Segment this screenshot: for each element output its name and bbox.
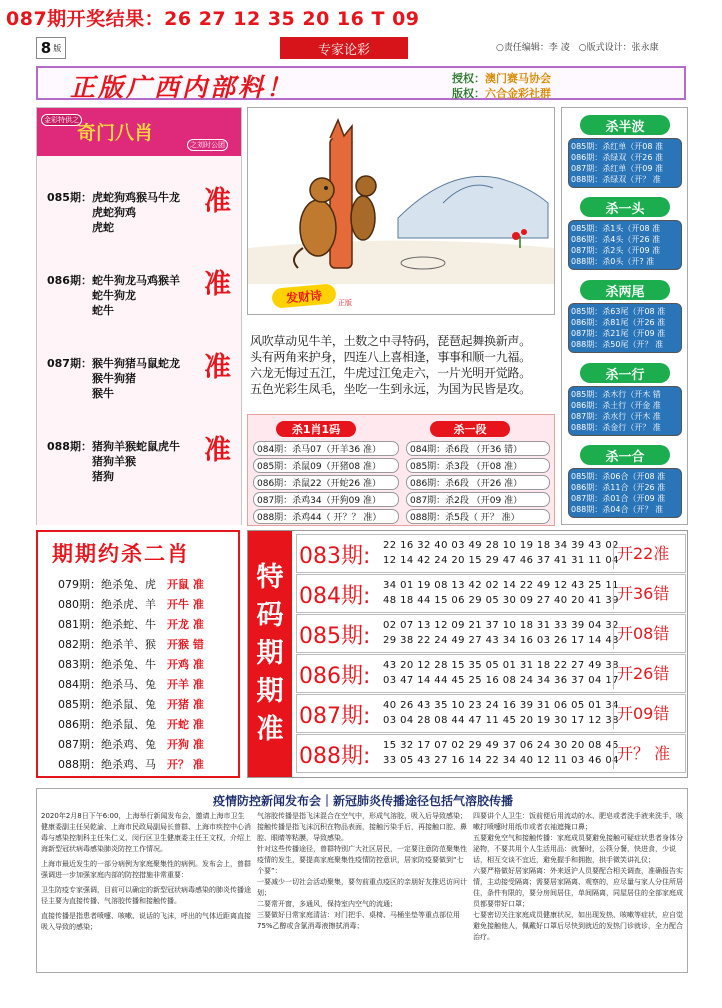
vertical-char: 期 [256,638,284,669]
special-code-row [296,614,686,653]
poem-line: 六龙无悔过五江，牛虎过江兔走六，一片光明开觉路。 [250,366,531,380]
yiduan-row: 085期：杀3段 （开08 准） [406,458,550,473]
poem-line: 五色光彩生凤毛，坐吃一生到永远，为国为民皆是攻。 [250,382,531,396]
qimen-item [47,186,237,235]
row-result: 开猴 错 [167,638,204,651]
row-result: 开羊 准 [167,678,204,691]
yihang-header: 杀一行 [580,363,670,383]
row-result: 开？ 准 [167,758,204,771]
row-result: 开08错 [613,621,669,649]
editor-credits: ○责任编辑：李 凌 ○版式设计：张永康 [496,43,659,53]
qimen-zodiacs: 猴牛狗猪马鼠蛇龙 [91,357,180,370]
qimen-zodiacs: 蛇牛狗龙马鸡猴羊 [91,274,180,287]
poem-line: 风吹草动见牛羊，土数之中寻特码，琵琶起舞换新声。 [250,334,531,348]
vertical-char: 特 [256,562,284,593]
news-paragraph: 一要减少一切社会活动聚集，要勿前重点疫区的亲朋好友推迟访问计划； [257,878,467,897]
qimen-mark: 准 [204,435,231,466]
row-kill: 080期：绝杀虎、羊 [58,598,156,611]
yitou-row: 085期：杀1头（开08 准 [571,224,661,233]
numbers-line: 15 32 17 07 02 29 49 37 06 24 30 20 08 45 [383,740,619,751]
row-result: 开牛 准 [167,598,204,611]
numbers-line: 40 26 43 35 10 23 24 16 39 31 06 05 01 34 [383,700,619,711]
liangwei-row: 087期：杀21尾（开09 准 [571,329,666,338]
special-code-row [296,654,686,693]
two-zodiac-row [58,656,204,672]
row-numbers [383,738,619,768]
yihang-row: 086期：杀土行（开金 准 [571,401,661,410]
yihang-block [568,386,682,436]
row-result: 开鸡 准 [167,658,204,671]
vertical-char: 码 [256,600,284,631]
yihang-row: 087期：杀水行（开木 准 [571,412,661,421]
yitou-block [568,220,682,270]
yima-row: 084期：杀马07（开羊36 准） [253,441,399,456]
row-kill: 086期：绝杀鼠、兔 [58,718,156,731]
yiduan-row: 084期：杀6段 （开36 错） [406,441,550,456]
two-zodiac-title: 期期约杀二肖 [52,542,190,566]
numbers-line: 48 18 44 15 06 29 05 30 09 27 40 20 41 39 [383,595,619,606]
page-number [36,37,66,59]
two-zodiac-kill-panel [36,530,240,778]
row-kill: 088期：绝杀鸡、马 [58,758,156,771]
yima-row: 085期：杀鼠09（开猪08 准） [253,458,399,473]
qimen-list [37,156,241,525]
two-zodiac-row [58,696,204,712]
news-paragraph: 卫生防疫专家强调，目前可以确定的新型冠状病毒感染的肺炎传播途径主要为直接传播、气溶胶传播和接触传播。 [41,886,251,905]
qimen-period: 087期： [47,357,92,370]
numbers-line: 29 38 22 24 49 27 43 34 16 03 26 17 14 43 [383,635,619,646]
qimen-mark: 准 [204,269,231,300]
yiduan-header: 杀一段 [430,421,510,437]
special-code-panel [247,530,688,778]
two-zodiac-row [58,736,204,752]
special-code-row [296,734,686,773]
qimen-title: 奇门八肖 [77,122,154,144]
banbo-row: 088期：杀绿双（开？ 准 [571,175,661,184]
two-zodiac-row [58,636,204,652]
poem-text [247,318,555,406]
news-column [41,811,251,933]
qimen-panel [36,107,242,525]
page-number-value: 8 [40,39,52,57]
two-zodiac-row [58,676,204,692]
yihe-block [568,468,682,518]
auth-org: 澳门赛马协会 [485,72,551,85]
liangwei-row: 088期：杀50尾（开？ 准 [571,340,663,349]
row-kill: 084期：绝杀马、兔 [58,678,156,691]
row-period: 086期: [299,664,371,689]
qimen-zodiacs-4: 虎蛇狗鸡 [92,206,136,219]
row-result: 开36错 [613,581,669,609]
yiduan-row: 086期：杀6段 （开26 准） [406,475,550,490]
numbers-line: 03 47 14 44 45 25 16 08 24 34 36 37 04 17 [383,675,619,686]
page-suffix: 版 [53,43,62,53]
numbers-line: 33 05 43 27 16 14 22 34 40 12 11 03 46 04 [383,755,619,766]
yihe-row: 086期：杀11合（开26 准 [571,483,666,492]
row-result: 开？ 准 [613,741,670,769]
qimen-zodiacs-2: 猴牛 [92,387,114,400]
authorization-line [452,70,551,86]
yitou-row: 087期：杀2头（开09 准 [571,246,661,255]
row-result: 开22准 [613,541,669,569]
banbo-row: 085期：杀红单（开08 准 [571,142,663,151]
yima-row: 087期：杀鸡34（开狗09 准） [253,492,399,507]
row-period: 087期: [299,704,371,729]
poem-label: 发财诗 [271,283,336,309]
qimen-tag: 金彩特供之 [41,114,82,126]
section-banner [36,37,684,59]
liangwei-block [568,303,682,353]
qimen-header [37,108,241,156]
row-kill: 087期：绝杀鸡、兔 [58,738,156,751]
banbo-row: 086期：杀绿双（开26 准 [571,153,663,162]
news-paragraph: 直接传播是指患者喷嚏、咳嗽、说话的飞沫，呼出的气体近距离直接吸入导致的感染； [41,912,251,931]
yihang-row: 088期：杀金行（开？ 准 [571,423,661,432]
news-section [36,788,688,973]
main-title: 正版广西内部料！ [70,73,295,102]
news-paragraph: 二要常开窗，多通风，保持室内空气的流通； [257,900,397,908]
news-paragraph: 针对这些传播途径，曾群特别广大社区居民，一定要注意防范聚集性疫情的发生，要提高家庭聚集性疫情防控意识，居家防疫要做到“七个要”： [257,845,467,875]
row-kill: 079期：绝杀兔、虎 [58,578,156,591]
cartoon-illustration [248,108,554,284]
liangwei-row: 085期：杀63尾（开08 准 [571,307,666,316]
banbo-block [568,138,682,188]
two-zodiac-row [58,716,204,732]
lottery-result-header: 087期开奖结果：26 27 12 35 20 16 T 09 [6,8,420,30]
qimen-mark: 准 [204,186,231,217]
row-kill: 085期：绝杀鼠、兔 [58,698,156,711]
numbers-line: 22 16 32 40 03 49 28 10 19 18 34 39 43 02 [383,540,619,551]
qimen-zodiacs-2: 猪狗 [92,470,114,483]
qimen-item [47,435,237,484]
row-period: 083期: [299,544,371,569]
row-result: 开26错 [613,661,669,689]
row-period: 088期: [299,744,371,769]
row-numbers [383,538,619,568]
qimen-zodiacs-2: 蛇牛 [92,304,114,317]
qimen-mark: 准 [204,352,231,383]
row-numbers [383,698,619,728]
two-zodiac-row [58,756,204,772]
vertical-char: 准 [256,714,284,745]
row-period: 085期: [299,624,371,649]
news-paragraph: 2020年2月8日下午6:00，上海举行新闻发布会，邀请上海市卫生健康委副主任吴乾渝、上海市民政局副局长曾群、上海市疾控中心消毒与感染控制科主任朱仁义、闵行区卫生健康委主任王文权，介绍上海新型冠状病毒感染肺炎防控工作情况。 [41,812,251,853]
qimen-zodiacs-4: 蛇牛狗龙 [92,289,136,302]
news-column [257,811,467,932]
news-paragraph: 七要密切关注家庭成员健康状况，如出现发热、咳嗽等症状，应自觉避免接触他人，佩戴好口罩后尽快到就近的发热门诊就诊，全力配合治疗。 [473,911,683,941]
news-paragraph: 四要讲个人卫生：饭前便后用流动的水、肥皂或者洗手液来洗手，咳嗽打喷嚏时用纸巾或者衣袖遮掩口鼻； [473,812,683,831]
qimen-zodiacs-4: 猪狗羊猴 [92,455,136,468]
kill-code-panel [247,414,555,526]
two-zodiac-row [58,616,204,632]
auth-label: 授权： [452,72,485,85]
yihe-header: 杀一合 [580,445,670,465]
qimen-subtag: 之刘时公团 [187,139,228,151]
news-paragraph: 五要避免空气和接触传播：家庭成员要避免接触可疑症状患者身体分泌物，不要共用个人生活用品：就餐时，公筷分餐，快进食，少说话，相互交谈不宜近，避免握手和拥抱，拱手微笑讲礼仪； [473,834,683,864]
news-paragraph: 三要做好日常家庭清洁：对门把手、桌椅、马桶坐垫等重点部位用75%乙醇或含氯消毒液擦拭消毒； [257,911,460,930]
qimen-period: 085期： [47,191,92,204]
row-result: 开鼠 准 [167,578,204,591]
yitou-row: 086期：杀4头（开26 准 [571,235,661,244]
copyright-org: 六合金彩社群 [485,87,551,100]
numbers-line: 43 20 12 28 15 35 05 01 31 18 22 27 49 38 [383,660,619,671]
news-column [473,811,683,943]
copyright-line [452,85,551,101]
special-code-row [296,574,686,613]
two-zodiac-row [58,596,204,612]
numbers-line: 12 14 42 24 20 15 29 47 46 37 41 31 11 04 [383,555,619,566]
qimen-period: 088期： [47,440,92,453]
row-numbers [383,618,619,648]
yihang-row: 085期：杀木行（开木 错 [571,390,661,399]
yihe-row: 085期：杀06合（开08 准 [571,472,666,481]
vertical-char: 期 [256,676,284,707]
illustration-panel [247,107,555,315]
qimen-period: 086期： [47,274,92,287]
row-result: 开龙 准 [167,618,204,631]
yiduan-row: 087期：杀2段 （开09 准） [406,492,550,507]
row-numbers [383,658,619,688]
news-paragraph: 气溶胶传播是指飞沫混合在空气中，形成气溶胶，吸入后导致感染；接触传播是指飞沫沉积在物品表面，接触污染手后，再接触口腔、鼻腔、眼睛等粘膜，导致感染。 [257,812,467,842]
banbo-row: 087期：杀红单（开09 准 [571,164,663,173]
row-kill: 082期：绝杀羊、猴 [58,638,156,651]
yitou-row: 088期：杀0头（开? 准 [571,257,655,266]
poem-line: 头有两角来护身，四连八上喜相逢，事事和顺一九福。 [250,350,531,364]
yitou-header: 杀一头 [580,197,670,217]
row-result: 开09错 [613,701,669,729]
special-code-vertical-title [248,531,292,777]
yihe-row: 087期：杀01合（开09 准 [571,494,666,503]
liangwei-header: 杀两尾 [580,280,670,300]
news-title: 疫情防控新闻发布会｜新冠肺炎传播途径包括气溶胶传播 [212,794,513,808]
yima-row: 086期：杀鼠22（开蛇26 准） [253,475,399,490]
numbers-line: 02 07 13 12 09 21 37 10 18 31 33 39 04 32 [383,620,619,631]
special-code-row [296,534,686,573]
qimen-zodiacs-4: 猴牛狗猪 [92,372,136,385]
row-period: 084期: [299,584,371,609]
yima-row: 088期：杀鸡44（ 开？？ 准） [253,509,399,524]
copyright-label: 版权： [452,87,485,100]
numbers-line: 34 01 19 08 13 42 02 14 22 49 12 43 25 11 [383,580,619,591]
news-paragraph: 六要严格做好居家隔离：外来返沪人员要配合相关调查，准确报告实情，主动接受隔离；需要居家隔离、观察的，应尽量与家人分住所居住，条件有限的，要分房间居住，单间隔离，同屋居住的全部家庭成员都要带好口罩； [473,867,683,908]
right-panel [561,107,688,525]
special-code-row [296,694,686,733]
row-numbers [383,578,619,608]
yihe-row: 088期：杀04合（开？ 准 [571,505,663,514]
banbo-header: 杀半波 [580,115,670,135]
row-result: 开猪 准 [167,698,204,711]
title-banner [36,66,686,100]
qimen-zodiacs: 虎蛇狗鸡猴马牛龙 [91,191,180,204]
qimen-zodiacs-2: 虎蛇 [92,221,114,234]
row-kill: 083期：绝杀兔、牛 [58,658,156,671]
two-zodiac-row [58,576,204,592]
poem-label-small: 正版 [338,299,352,307]
row-result: 开蛇 准 [167,718,204,731]
yiduan-row: 088期：杀5段（ 开？ 准） [406,509,550,524]
section-title: 专家论彩 [280,37,408,59]
row-result: 开狗 准 [167,738,204,751]
row-kill: 081期：绝杀蛇、牛 [58,618,156,631]
qimen-item [47,352,237,401]
qimen-item [47,269,237,318]
news-paragraph: 上海市最近发生的一部分病例为家庭聚集性的病例。发布会上，曾群强调进一步加强家庭内部的防控措施非常重要： [41,860,251,879]
qimen-zodiacs: 猪狗羊猴蛇鼠虎牛 [91,440,180,453]
liangwei-row: 086期：杀81尾（开26 准 [571,318,666,327]
numbers-line: 03 04 28 08 44 47 11 45 20 19 30 17 12 38 [383,715,619,726]
yima-header: 杀1肖1码 [276,421,356,437]
